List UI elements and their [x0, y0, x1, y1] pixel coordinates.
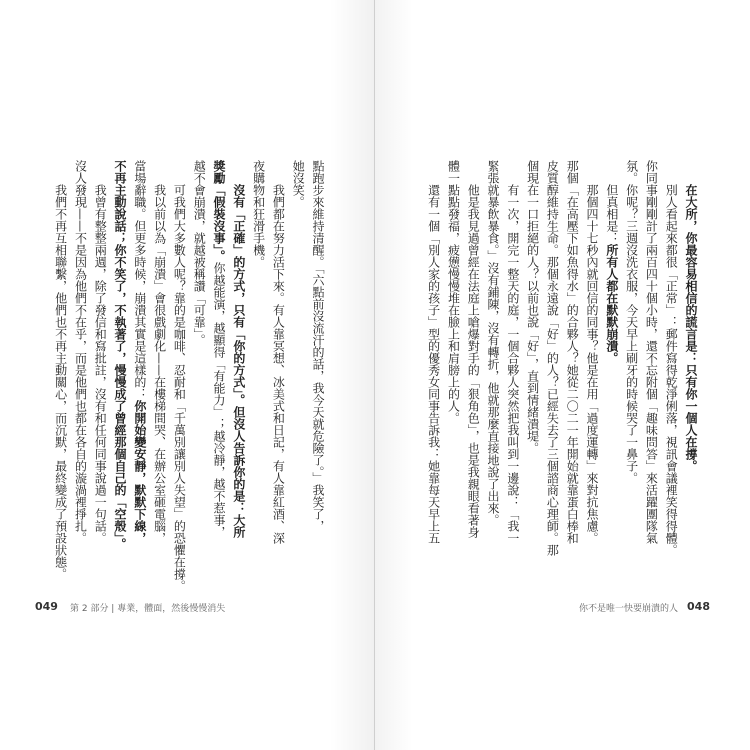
body-text: 氛。你呢？三週沒洗衣服，今天早上刷牙的時候哭了一鼻子。 — [624, 160, 639, 484]
text-column — [248, 160, 268, 592]
text-column — [188, 160, 208, 592]
text-column — [522, 160, 542, 556]
left-running-head: 第 2 部分 | 專業，體面，然後慢慢消失 — [70, 604, 226, 614]
body-text: 那個「在高壓下如魚得水」的合夥人？她從二〇二一年開始就靠蛋白棒和 — [565, 160, 580, 544]
body-text: 你越能演，越顯得「有能力」；越冷靜，越不惹事， — [212, 262, 227, 538]
emphasis-text: 你開始變安靜，默默下線， — [132, 400, 147, 544]
emphasis-text: 獎勵「假裝沒事」。 — [212, 160, 227, 262]
text-column — [443, 160, 463, 556]
body-text: 她沒笑。 — [291, 160, 306, 208]
body-text: 越不會崩潰，就越被稱讚「可靠」。 — [192, 160, 207, 346]
emphasis-text: 沒有「正確」的方式，只有「你的方式」。但沒人告訴你的是：大所 — [231, 184, 246, 538]
body-text: 個現在一口拒絕的人？以前也說「好」，直到情緒潰堤。 — [525, 160, 540, 454]
text-column — [561, 160, 581, 556]
right-running-head: 你不是唯一快要崩潰的人 — [578, 604, 678, 614]
text-column — [89, 160, 109, 592]
text-column — [482, 160, 502, 556]
text-column — [601, 160, 621, 556]
text-column — [208, 160, 228, 592]
right-page-body-text — [423, 160, 700, 556]
right-page-number: 048 — [687, 600, 710, 613]
body-text: 但真相是： — [604, 184, 619, 244]
text-column — [621, 160, 641, 556]
emphasis-text: 所有人都在默默崩潰。 — [604, 244, 619, 364]
text-column — [502, 160, 522, 556]
text-column — [109, 160, 129, 592]
text-column — [423, 160, 443, 556]
body-text: 別人看起來都很「正常」：郵件寫得乾淨俐落，視訊會議裡笑得得體。 — [664, 184, 679, 556]
text-column — [462, 160, 482, 556]
body-text: 體一點點發福，疲憊慢慢堆在臉上和肩膀上的人。 — [446, 160, 461, 424]
emphasis-text: 不再主動說話；你不笑了，不執著了，慢慢成了曾經那個自己的「空殼」。 — [113, 160, 128, 550]
body-text: 皮質醇維持生命。那個永遠說「好」的人？已經失去了三個諮商心理師。那 — [545, 160, 560, 556]
body-text: 我們不再互相聯繫，他們也不再主動關心，而沉默，最終變成了預設狀態。 — [53, 184, 68, 580]
body-text: 我們都在努力活下來。有人靠冥想、冰美式和日記，有人靠紅酒、深 — [271, 184, 286, 544]
body-text: 那個四十七秒內就回信的同事？他是在用「過度運轉」來對抗焦慮。 — [585, 184, 600, 544]
book-spine — [374, 0, 375, 750]
left-page-number: 049 — [35, 600, 58, 613]
text-column — [287, 160, 307, 592]
text-column — [228, 160, 248, 592]
body-text: 我以前以為「崩潰」會很戲劇化——在樓梯間哭、在辦公室砸電腦， — [152, 184, 167, 544]
body-text: 緊張就暴飲暴食。」沒有鋪陳，沒有轉折，他就那麼直接地說了出來。 — [486, 160, 501, 526]
text-column — [581, 160, 601, 556]
text-column — [268, 160, 288, 592]
body-text: 有一次，開完一整天的庭，一個合夥人突然把我叫到一邊說：「我一 — [505, 184, 520, 544]
body-text: 你同事剛剛計了兩百四十個小時，還不忘附個「趣味問答」來活躍團隊氣 — [644, 160, 659, 544]
text-column — [50, 160, 70, 592]
body-text: 夜購物和狂滑手機。 — [251, 160, 266, 268]
text-column — [169, 160, 189, 592]
text-column — [129, 160, 149, 592]
text-column — [149, 160, 169, 592]
text-column — [680, 160, 700, 556]
body-text: 點跑步來維持清醒。「六點前沒流汗的話，我今天就危險了。」我笑了， — [311, 160, 325, 532]
body-text: 還有一個「別人家的孩子」型的優秀女同事告訴我：她靠每天早上五 — [426, 184, 441, 544]
text-column — [660, 160, 680, 556]
text-column — [542, 160, 562, 556]
body-text: 可我們大多數人呢？靠的是咖啡、忍耐和「千萬別讓別人失望」的恐懼在撐。 — [172, 184, 187, 592]
body-text: 他是我見過曾經在法庭上嗆爆對手的「狠角色」，也是我親眼看著身 — [466, 184, 481, 538]
text-column — [70, 160, 90, 592]
body-text: 我曾有整整兩週，除了發信和寫批註，沒有和任何同事說過一句話。 — [93, 184, 108, 544]
text-column — [307, 160, 327, 592]
emphasis-text: 在大所，你最容易相信的謊言是：只有你一個人在撐。 — [684, 184, 698, 472]
text-column — [641, 160, 661, 556]
body-text: 當場辭職。但更多時候，崩潰其實是這樣的： — [132, 160, 147, 400]
left-page-body-text — [50, 160, 327, 592]
body-text: 沒人發現——不是因為他們不在乎，而是他們也都在各自的漩渦裡掙扎。 — [73, 160, 88, 544]
